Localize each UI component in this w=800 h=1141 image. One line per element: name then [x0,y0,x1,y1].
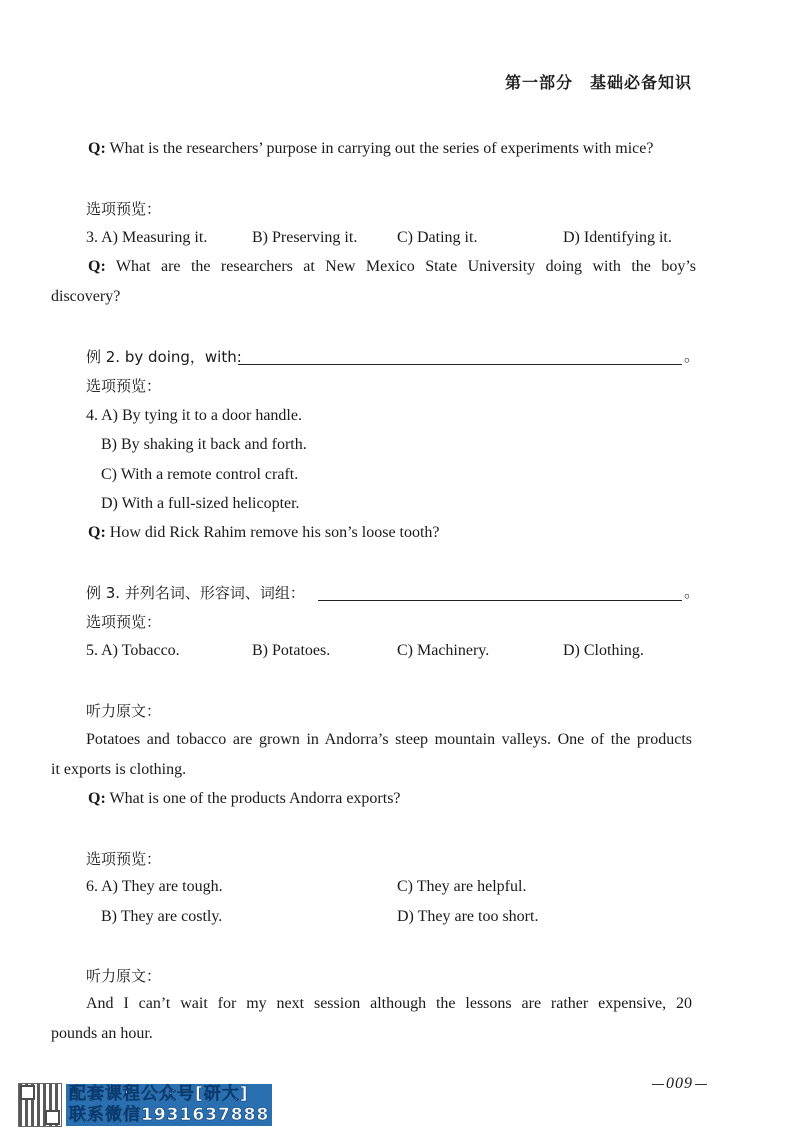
option-3c: C) Dating it. [397,229,478,246]
option-preview-label: 选项预览： [86,613,162,631]
question-text: What is the researchers’ purpose in carrying out the series of experiments with mice? [105,140,654,157]
question-text: How did Rick Rahim remove his son’s loose tooth? [105,524,440,541]
example-3-end: 。 [684,584,701,601]
question-label: Q: [88,524,106,541]
question-text: What are the researchers at New Mexico State University doing with the boy’s [105,258,696,275]
fill-in-blank-line [238,350,682,365]
question-rick [88,522,440,544]
option-4c: C) With a remote control craft. [101,466,299,483]
option-3d: D) Identifying it. [563,229,672,246]
transcript-6-line2: pounds an hour. [51,1025,153,1042]
promo-line-2: 联系微信1931637888 [66,1105,272,1126]
example-2-label: 例 2. by doing，with: [86,348,242,366]
question-label: Q: [88,258,106,275]
question-new-mexico-cont: discovery? [51,288,121,305]
transcript-5-line1: Potatoes and tobacco are grown in Andorra’s steep mountain valleys. One of the products [86,731,692,748]
example-2-end: 。 [684,348,701,365]
example-3-label: 例 3. 并列名词、形容词、词组： [86,584,305,602]
promo-line-1: 配套课程公众号[研大] [66,1084,272,1105]
page-number: 009 [650,1075,709,1093]
question-label: Q: [88,140,106,157]
option-preview-label: 选项预览： [86,850,162,868]
option-5a: 5. A) Tobacco. [86,642,180,659]
option-3a: 3. A) Measuring it. [86,229,208,246]
transcript-5-line2: it exports is clothing. [51,761,187,778]
promo-text [66,1084,272,1126]
question-andorra [88,788,401,810]
option-preview-label: 选项预览： [86,377,162,395]
option-6a: 6. A) They are tough. [86,878,223,895]
option-4b: B) By shaking it back and forth. [101,436,307,453]
transcript-label: 听力原文： [86,967,162,985]
option-6b: B) They are costly. [101,908,223,925]
question-mice [88,138,653,160]
option-6c: C) They are helpful. [397,878,527,895]
option-4a: 4. A) By tying it to a door handle. [86,407,302,424]
example-2 [86,346,242,369]
option-5c: C) Machinery. [397,642,490,659]
fill-in-blank-line [318,586,682,601]
question-text: What is one of the products Andorra exports? [105,790,401,807]
transcript-6-line1: And I can’t wait for my next session although the lessons are rather expensive, 20 [86,995,692,1012]
promo-banner [18,1082,272,1128]
option-preview-label: 选项预览： [86,200,162,218]
option-4d: D) With a full-sized helicopter. [101,495,300,512]
example-3 [86,582,305,605]
transcript-label: 听力原文： [86,702,162,720]
option-5b: B) Potatoes. [252,642,331,659]
option-5d: D) Clothing. [563,642,644,659]
question-new-mexico [88,256,696,278]
qr-code-icon [18,1083,62,1127]
option-6d: D) They are too short. [397,908,539,925]
option-3b: B) Preserving it. [252,229,358,246]
section-header: 第一部分 基础必备知识 [504,73,692,92]
question-label: Q: [88,790,106,807]
